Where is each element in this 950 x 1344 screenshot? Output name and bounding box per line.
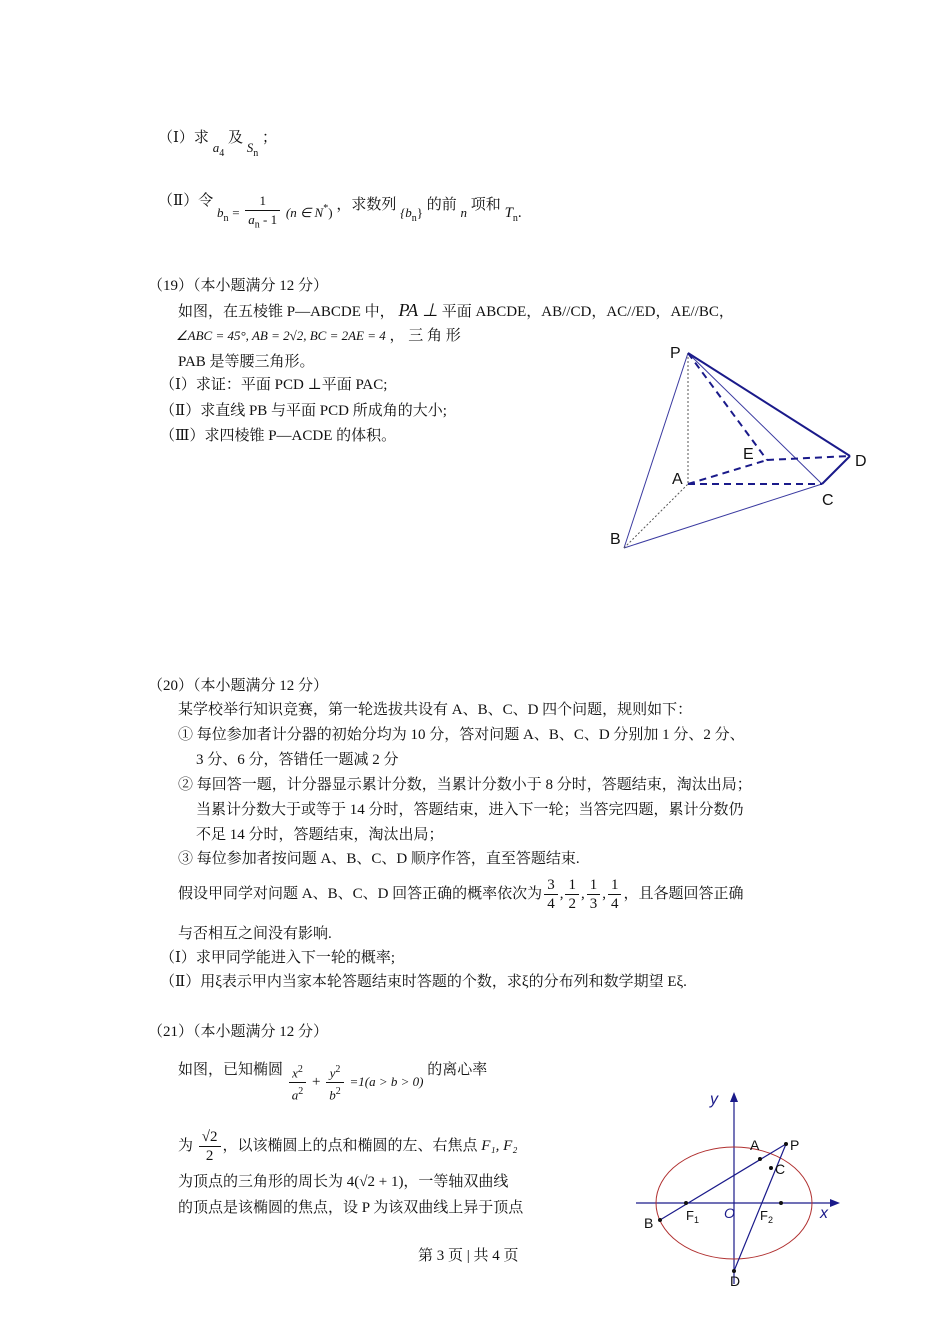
page-footer: 第 3 页 | 共 4 页 <box>418 1248 519 1264</box>
ellipse-figure <box>630 1088 860 1288</box>
label-b: B <box>610 531 621 548</box>
prob-frac-c: $\frac{1}{3}$ <box>587 876 601 913</box>
label-c: C <box>822 492 834 509</box>
point-f1 <box>684 1201 688 1205</box>
x-axis-arrow <box>830 1199 840 1207</box>
label-p: P <box>670 345 681 362</box>
prob-frac-b: $\frac{1}{2}$ <box>565 876 579 913</box>
q20-part1: （Ⅰ）求甲同学能进入下一轮的概率; <box>160 950 396 966</box>
q20-rule1a: ① 每位参加者计分器的初始分均为 10 分，答对问题 A、B、C、D 分别加 1 分、2 分、 <box>178 727 745 743</box>
q19-part3: （Ⅲ）求四棱锥 P—ACDE 的体积。 <box>160 428 397 444</box>
q20-rule2c: 不足 14 分时，答题结束，淘汰出局； <box>196 827 444 843</box>
edge-pd <box>688 353 850 456</box>
q18-part2: （Ⅱ）令 $b_n$ = $\frac{1}{a_n - 1}$ (n ∈ N*) ，求数列 $\{b_n\}$ 的前 n 项和 $T_n$. <box>158 188 522 240</box>
label-f1: $F_1$ <box>686 1208 699 1225</box>
edge-ed <box>767 456 850 460</box>
label-d: D <box>855 453 867 470</box>
ellipse-frac-y: $\frac{y^2}{b^2}$ <box>326 1061 344 1105</box>
q20-intro: 某学校举行知识竞赛，第一轮选拔共设有 A、B、C、D 四个问题，规则如下： <box>178 702 693 718</box>
edge-pb <box>624 353 688 548</box>
label-y: y <box>710 1091 718 1108</box>
q20-rule2a: ② 每回答一题，计分器显示累计分数，当累计分数小于 8 分时，答题结束，淘汰出局； <box>178 777 752 793</box>
q21-line1: 如图，已知椭圆 $\frac{x^2}{a^2}$ + $\frac{y^2}{b^2}$ =1(a > b > 0) 的离心率 <box>178 1062 488 1103</box>
label-c: C <box>775 1161 786 1177</box>
edge-ae <box>688 460 767 484</box>
edge-ab <box>624 484 688 548</box>
label-a: A <box>750 1137 760 1153</box>
point-c <box>769 1166 773 1170</box>
q21-line4: 的顶点是该椭圆的焦点，设 P 为该双曲线上异于顶点 <box>178 1200 524 1216</box>
point-a <box>758 1157 762 1161</box>
q19-line3: PAB 是等腰三角形。 <box>178 354 315 370</box>
q21-header: （21）（本小题满分 12 分） <box>148 1024 329 1040</box>
label-b: B <box>644 1215 654 1231</box>
q21-line2: 为 $\frac{√2}{2}$ ，以该椭圆上的点和椭圆的左、右焦点 F₁, F₂ <box>178 1129 518 1165</box>
q18-part1: （Ⅰ）求 $a_4$ 及 $S_n$ ； <box>158 130 277 159</box>
edge-cd <box>822 456 850 484</box>
eccentricity-frac: $\frac{√2}{2}$ <box>199 1128 221 1165</box>
q19-line1: 如图，在五棱锥 P—ABCDE 中， PA ⊥ 平面 ABCDE，AB//CD，AC//ED，AE//BC， <box>178 300 734 320</box>
q20-part2: （Ⅱ）用ξ表示甲内当家本轮答题结束时答题的个数，求ξ的分布列和数学期望 Eξ. <box>160 974 687 990</box>
q20-probabilities: 假设甲同学对问题 A、B、C、D 回答正确的概率依次为 $\frac{3}{4}$ , $\frac{1}{2}$ , $\frac{1}{3}$ , $\frac{1}{4}$ ，且各题回答正确 <box>178 877 744 913</box>
edge-pe <box>688 353 767 460</box>
q19-part2: （Ⅱ）求直线 PB 与平面 PCD 所成角的大小; <box>160 403 447 419</box>
q21-line3: 为顶点的三角形的周长为 4(√2 + 1)，一等轴双曲线 <box>178 1174 509 1190</box>
point-b <box>658 1218 662 1222</box>
q19-part1: （Ⅰ）求证：平面 PCD ⊥平面 PAC; <box>160 377 388 393</box>
q20-rule2b: 当累计分数大于或等于 14 分时，答题结束，进入下一轮；当答完四题，累计分数仍 <box>196 802 744 818</box>
label-f2: $F_2$ <box>760 1208 773 1225</box>
point-p <box>784 1142 788 1146</box>
edge-pc <box>688 353 822 484</box>
prob-frac-a: $\frac{3}{4}$ <box>544 876 558 913</box>
label-x: x <box>820 1205 828 1222</box>
label-p: P <box>790 1137 800 1153</box>
q20-independence: 与否相互之间没有影响. <box>178 926 332 942</box>
y-axis-arrow <box>730 1092 738 1102</box>
q20-rule3: ③ 每位参加者按问题 A、B、C、D 顺序作答，直至答题结束. <box>178 851 580 867</box>
label-d: D <box>730 1273 741 1288</box>
pyramid-figure <box>600 338 880 568</box>
q19-line2: ∠ABC = 45°, AB = 2√2, BC = 2AE = 4 ， 三 角 形 <box>176 328 461 344</box>
prob-frac-d: $\frac{1}{4}$ <box>608 876 622 913</box>
q19-header: （19）（本小题满分 12 分） <box>148 278 329 294</box>
edge-bc <box>624 484 822 548</box>
ellipse-frac-x: $\frac{x^2}{a^2}$ <box>289 1061 307 1105</box>
label-o: O <box>724 1205 735 1221</box>
q20-header: （20）（本小题满分 12 分） <box>148 678 329 694</box>
label-e: E <box>743 446 754 463</box>
q20-rule1b: 3 分、6 分，答错任一题减 2 分 <box>196 752 399 768</box>
point-f2 <box>779 1201 783 1205</box>
label-a: A <box>672 471 683 488</box>
q18-fraction: $\frac{1}{a_n - 1}$ <box>245 192 280 235</box>
